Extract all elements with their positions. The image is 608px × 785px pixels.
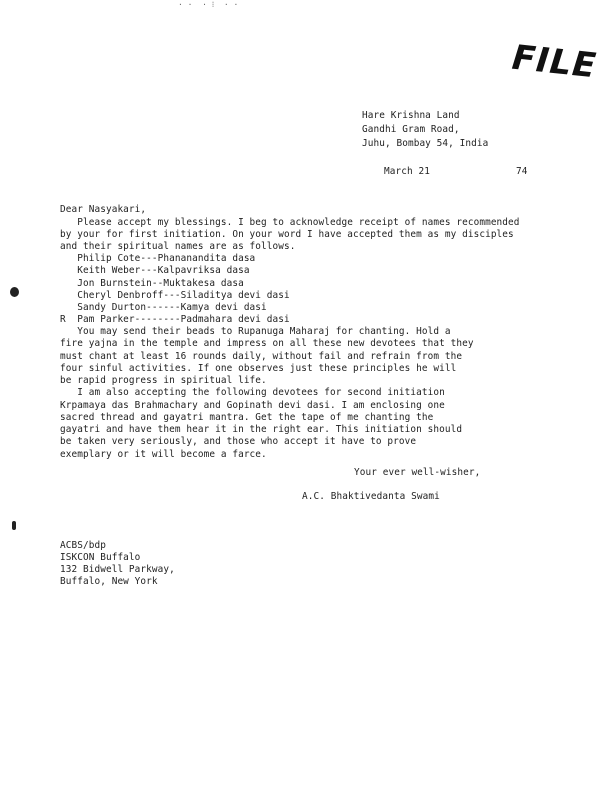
body-line: gayatri and have them hear it in the right ear. This initiation should	[60, 424, 463, 435]
footer-line: ACBS/bdp	[60, 540, 106, 551]
initiate-line: Jon Burnstein--Muktakesa dasa	[60, 278, 244, 289]
punch-hole-mark	[10, 287, 19, 297]
body-line: fire yajna in the temple and impress on all these new devotees that they	[60, 338, 474, 349]
body-line: must chant at least 16 rounds daily, without fail and refrain from the	[60, 351, 463, 362]
body-line: be rapid progress in spiritual life.	[60, 375, 267, 386]
address-line-1: Hare Krishna Land	[362, 110, 460, 121]
footer-line: ISKCON Buffalo	[60, 552, 141, 563]
body-line: and their spiritual names are as follows.	[60, 241, 296, 252]
address-line-3: Juhu, Bombay 54, India	[362, 138, 489, 149]
header-marks: · · · ⁝ · ·	[178, 0, 239, 9]
letter-year: 74	[516, 166, 528, 177]
footer-line: 132 Bidwell Parkway,	[60, 564, 175, 575]
signature: A.C. Bhaktivedanta Swami	[302, 491, 440, 502]
body-line: Please accept my blessings. I beg to acknowledge receipt of names recommended	[60, 217, 520, 228]
body-line: I am also accepting the following devotees for second initiation	[60, 387, 445, 398]
file-stamp: FILE	[510, 37, 599, 87]
body-line: You may send their beads to Rupanuga Maharaj for chanting. Hold a	[60, 326, 451, 337]
body-line: four sinful activities. If one observes just these principles he will	[60, 363, 457, 374]
initiate-line: Cheryl Denbroff---Siladitya devi dasi	[60, 290, 290, 301]
initiate-line: Philip Cote---Phananandita dasa	[60, 253, 256, 264]
body-line: Krpamaya das Brahmachary and Gopinath devi dasi. I am enclosing one	[60, 400, 445, 411]
letter-date: March 21	[384, 166, 430, 177]
address-line-2: Gandhi Gram Road,	[362, 124, 460, 135]
salutation: Dear Nasyakari,	[60, 204, 147, 215]
body-line: sacred thread and gayatri mantra. Get the tape of me chanting the	[60, 412, 434, 423]
closing: Your ever well-wisher,	[354, 467, 481, 478]
initiate-line: Keith Weber---Kalpavriksa dasa	[60, 265, 250, 276]
body-line: be taken very seriously, and those who accept it have to prove	[60, 436, 417, 447]
body-line: by your for first initiation. On your word I have accepted them as my disciples	[60, 229, 514, 240]
initiate-line: Sandy Durton------Kamya devi dasi	[60, 302, 267, 313]
initiate-line: R Pam Parker--------Padmahara devi dasi	[60, 314, 290, 325]
body-line: exemplary or it will become a farce.	[60, 449, 267, 460]
footer-line: Buffalo, New York	[60, 576, 158, 587]
scan-mark	[12, 521, 16, 530]
